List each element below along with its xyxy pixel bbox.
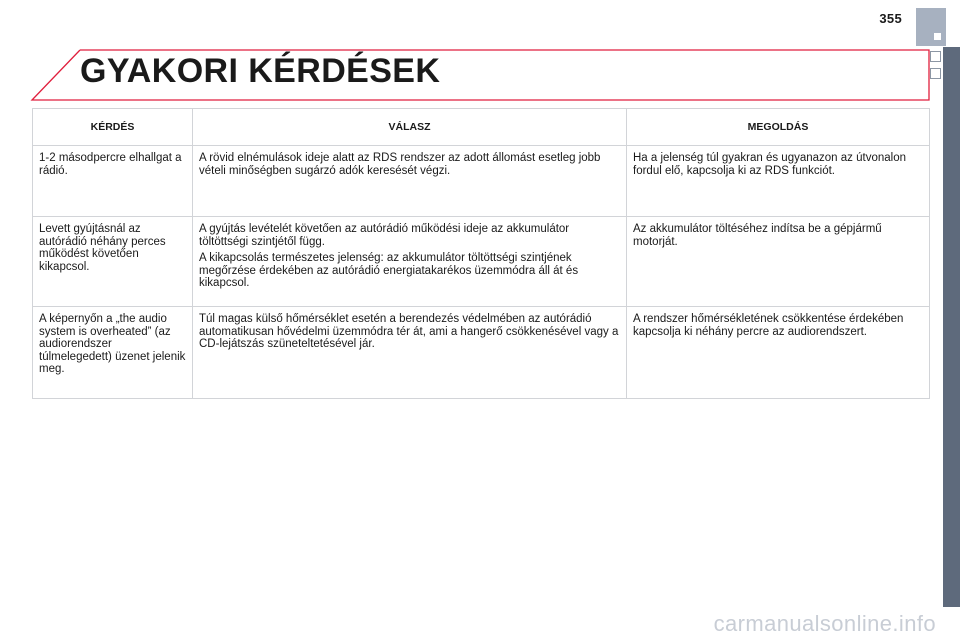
- answer-paragraph: A kikapcsolás természetes jelenség: az akkumulátor töltöttségi szintjének megőrzése érdekében az autórádió energiatakarékos üzemmódra áll át és kikapcsol.: [199, 252, 579, 289]
- solution-cell: Az akkumulátor töltéséhez indítsa be a gépjármű motorját.: [627, 217, 930, 307]
- answer-paragraph: A gyújtás levételét követően az autórádió működési ideje az akkumulátor töltöttségi szintjétől függ.: [199, 223, 570, 248]
- question-cell: A képernyőn a „the audio system is overheated” (az audiorendszer túlmelegedett) üzenet jelenik meg.: [33, 307, 193, 399]
- answer-paragraph: A rövid elnémulások ideje alatt az RDS rendszer az adott állomást esetleg jobb vételi minőségben sugárzó adók keresését végzi.: [199, 152, 601, 177]
- solution-cell: Ha a jelenség túl gyakran és ugyanazon az útvonalon fordul elő, kapcsolja ki az RDS funkciót.: [627, 146, 930, 217]
- column-header-question: KÉRDÉS: [33, 109, 193, 146]
- column-header-answer: VÁLASZ: [193, 109, 627, 146]
- table-header-row: [33, 109, 930, 146]
- answer-cell: [193, 307, 627, 399]
- page-number: 355: [879, 11, 902, 26]
- question-cell: 1-2 másodpercre elhallgat a rádió.: [33, 146, 193, 217]
- question-cell: Levett gyújtásnál az autórádió néhány perces működést követően kikapcsol.: [33, 217, 193, 307]
- answer-paragraph: Túl magas külső hőmérséklet esetén a berendezés védelmében az autórádió automatikusan hővédelmi üzemmódra tér át, ami a hangerő csökkenésével vagy a CD-lejátszás szüneteltetésével jár.: [199, 313, 619, 350]
- column-header-solution: MEGOLDÁS: [627, 109, 930, 146]
- page-title: GYAKORI KÉRDÉSEK: [80, 52, 441, 90]
- table-row: [33, 307, 930, 399]
- faq-table: [32, 108, 930, 399]
- watermark-text: carmanualsonline.info: [713, 611, 936, 636]
- right-side-bar: [943, 47, 960, 607]
- table-row: [33, 146, 930, 217]
- solution-cell: A rendszer hőmérsékletének csökkentése érdekében kapcsolja ki néhány percre az audiorendszert.: [627, 307, 930, 399]
- answer-cell: [193, 146, 627, 217]
- table-row: [33, 217, 930, 307]
- answer-cell: [193, 217, 627, 307]
